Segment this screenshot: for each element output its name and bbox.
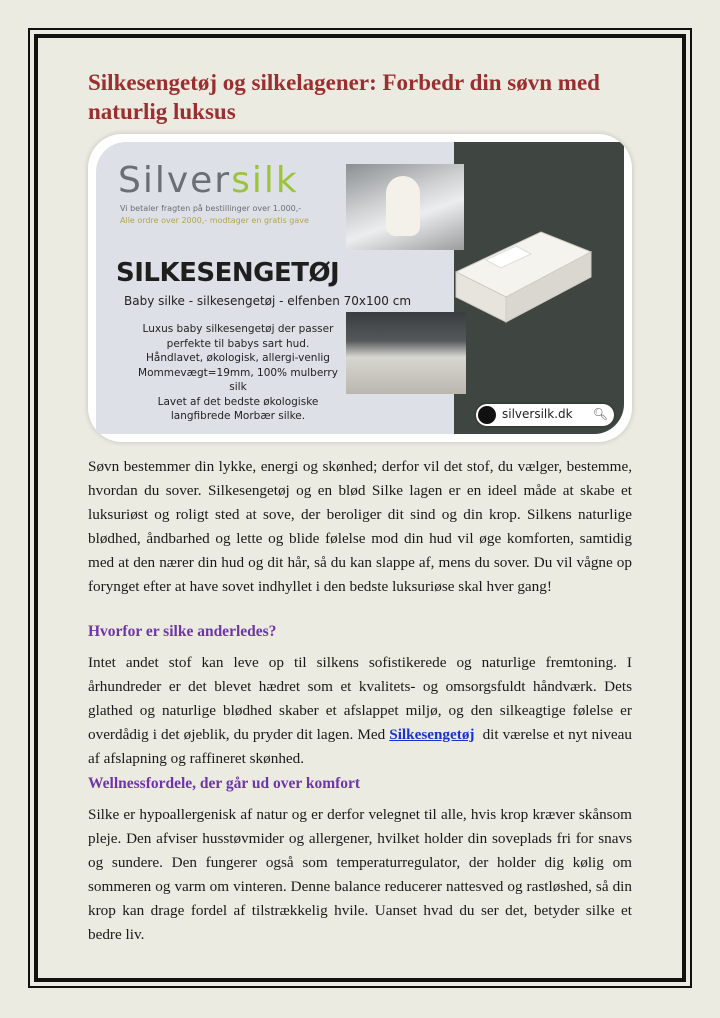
search-icon: 🔍︎ xyxy=(592,407,608,421)
why-silk-paragraph: Intet andet stof kan leve op til silkens sofistikerede og naturlige fremtoning. I århundreder er det blevet hædret som et kvalitets- og omsorgsfuldt håndværk. Dets glathed og naturlige blødhed skaber et afslappet miljø, og den silkeagtige følelse er overdådig i det øjeblik, du pryder dit lagen. Med Silkesengetøj dit værelse et nyt niveau af afslapning og raffineret skønhed. xyxy=(88,654,633,767)
page-title: Silkesengetøj og silkelagener: Forbedr din søvn med naturlig luksus xyxy=(88,70,600,124)
section-heading-wellness: Wellnessfordele, der går ud over komfort xyxy=(88,775,361,792)
website-url: silversilk.dk xyxy=(502,407,573,421)
product-banner[interactable] xyxy=(88,134,632,442)
product-features: Luxus baby silkesengetøj der passer perfekte til babys sart hud. Håndlavet, økologisk, allergi-venlig Mommevægt=19mm, 100% mulberry silk Lavet af det bedste økologiske langfibrede Morbær silke. xyxy=(138,323,338,422)
silkesengetoj-link[interactable]: Silkesengetøj xyxy=(389,726,475,743)
product-subtitle: Baby silke - silkesengetøj - elfenben 70x100 cm xyxy=(124,294,412,308)
wellness-paragraph: Silke er hypoallergenisk af natur og er derfor velegnet til alle, hvis krop kræver skånsom pleje. Den afviser husstøvmider og allergener, hvilket holder din soveplads fri for snavs og sundere. Den fungerer også som temperaturregulator, der holder dig kølig om sommeren og varm om vinteren. Denne balance reducerer nattesved og rastløshed, så din krop kan drage fordel af tilstrækkelig hvile. Uanset hvad du ser det, betyder silke et bedre liv. xyxy=(88,806,632,943)
bed-photo xyxy=(346,312,466,394)
product-title: SILKESENGETØJ xyxy=(116,258,340,288)
gift-note: Alle ordre over 2000,- modtager en gratis gave xyxy=(120,216,309,225)
brand-logo: Silversilk xyxy=(118,160,299,201)
section-heading-why-silk: Hvorfor er silke anderledes? xyxy=(88,623,277,640)
globe-icon xyxy=(478,406,496,424)
banner-image xyxy=(96,142,624,434)
website-badge[interactable] xyxy=(476,404,614,426)
intro-paragraph: Søvn bestemmer din lykke, energi og skønhed; derfor vil det stof, du vælger, bestemme, hvordan du sover. Silkesengetøj og en blød Silke lagen er en ideel måde at skabe et luksuriøst og roligt sted at sove, der beroliger dit sind og din krop. Silkens naturlige blødhed, åndbarhed og lette og blide følelse mod din hud vil øge komforten, samtidig med at den nærer din hud og dit hår, så du kan slappe af, mens du sover. Du vil vågne op forynget efter at have sovet indhyllet i den bedste luksuriøse skal hver gang! xyxy=(88,458,632,595)
product-box-photo xyxy=(446,212,596,332)
shipping-note: Vi betaler fragten på bestillinger over 1.000,- xyxy=(120,204,302,213)
